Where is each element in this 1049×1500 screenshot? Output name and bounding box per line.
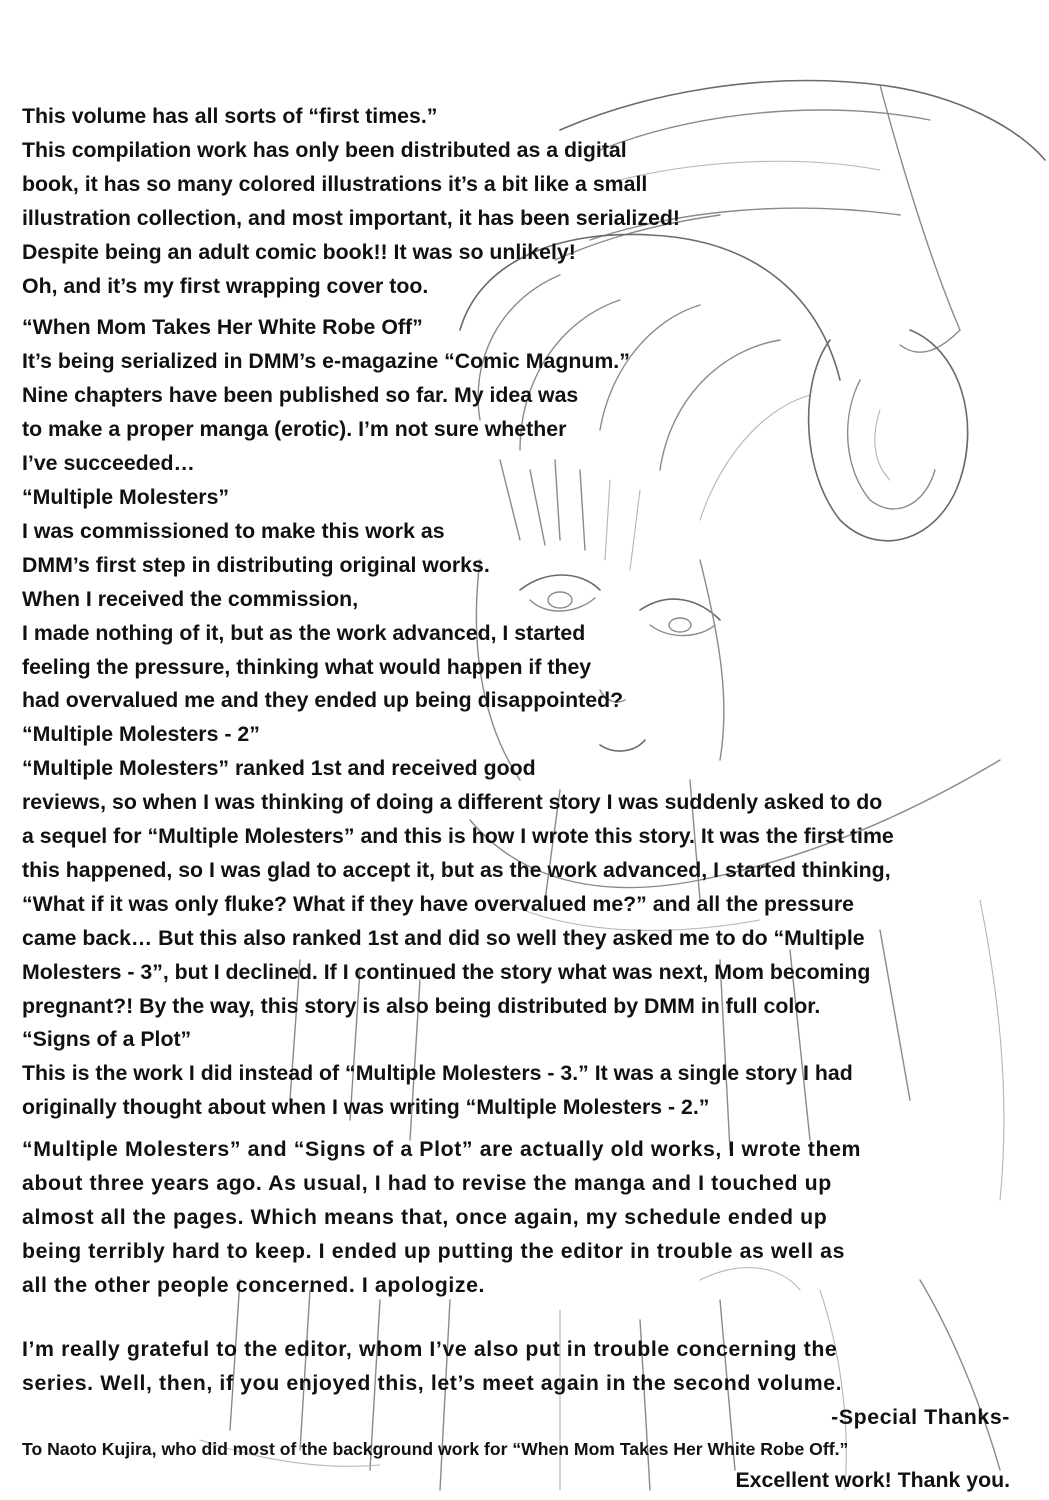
text-line: came back… But this also ranked 1st and did so well they asked me to do “Multiple xyxy=(22,925,865,950)
story-title: “Multiple Molesters” xyxy=(22,484,230,509)
text-line: this happened, so I was glad to accept it, but as the work advanced, I started thinking, xyxy=(22,857,891,882)
text-line: almost all the pages. Which means that, once again, my schedule ended up xyxy=(22,1205,828,1229)
afterword-text xyxy=(22,100,1022,1498)
text-line: This is the work I did instead of “Multiple Molesters - 3.” It was a single story I had xyxy=(22,1061,853,1086)
text-line: reviews, so when I was thinking of doing a different story I was suddenly asked to do xyxy=(22,790,883,815)
text-line: “Multiple Molesters” ranked 1st and received good xyxy=(22,756,536,781)
text-line: DMM’s first step in distributing original works. xyxy=(22,552,490,577)
text-line: It’s being serialized in DMM’s e-magazine “Comic Magnum.” xyxy=(22,349,630,374)
story-title: “When Mom Takes Her White Robe Off” xyxy=(22,315,423,340)
text-line: “What if it was only fluke? What if they have overvalued me?” and all the pressure xyxy=(22,891,854,916)
text-line: I’m really grateful to the editor, whom I’ve also put in trouble concerning the xyxy=(22,1336,838,1361)
text-line: “Multiple Molesters” and “Signs of a Plot” are actually old works, I wrote them xyxy=(22,1137,862,1162)
text-line: Molesters - 3”, but I declined. If I continued the story what was next, Mom becoming xyxy=(22,959,871,984)
revisions-paragraph xyxy=(22,1133,1022,1303)
text-line: I made nothing of it, but as the work advanced, I started xyxy=(22,620,586,645)
text-line: being terribly hard to keep. I ended up putting the editor in trouble as well as xyxy=(22,1238,846,1263)
text-line: Oh, and it’s my first wrapping cover too. xyxy=(22,273,429,298)
text-line: book, it has so many colored illustrations it’s a bit like a small xyxy=(22,171,648,196)
text-line: had overvalued me and they ended up being disappointed? xyxy=(22,688,624,713)
text-line: This volume has all sorts of “first times.” xyxy=(22,104,438,128)
credit-line: To Naoto Kujira, who did most of the background work for “When Mom Takes Her White Robe Off.” xyxy=(22,1439,849,1460)
text-line: to make a proper manga (erotic). I’m not sure whether xyxy=(22,417,567,442)
text-line: originally thought about when I was writing “Multiple Molesters - 2.” xyxy=(22,1095,710,1120)
special-thanks-heading: -Special Thanks- xyxy=(831,1404,1010,1429)
text-line: I was commissioned to make this work as xyxy=(22,518,445,543)
text-line: feeling the pressure, thinking what would happen if they xyxy=(22,654,592,679)
intro-paragraph xyxy=(22,100,1022,303)
text-line: pregnant?! By the way, this story is also being distributed by DMM in full color. xyxy=(22,993,821,1018)
text-line: Nine chapters have been published so far. My idea was xyxy=(22,383,579,408)
story-title: “Multiple Molesters - 2” xyxy=(22,722,260,747)
text-line: a sequel for “Multiple Molesters” and this is how I wrote this story. It was the first time xyxy=(22,824,894,849)
text-line: about three years ago. As usual, I had to revise the manga and I touched up xyxy=(22,1171,832,1196)
text-line: When I received the commission, xyxy=(22,586,359,611)
story-title: “Signs of a Plot” xyxy=(22,1027,192,1052)
text-line: series. Well, then, if you enjoyed this, let’s meet again in the second volume. xyxy=(22,1370,843,1395)
text-line: Despite being an adult comic book!! It was so unlikely! xyxy=(22,239,576,264)
text-line: I’ve succeeded… xyxy=(22,451,195,476)
text-line: illustration collection, and most important, it has been serialized! xyxy=(22,205,680,230)
text-line: all the other people concerned. I apologize. xyxy=(22,1272,486,1297)
text-line: This compilation work has only been distributed as a digital xyxy=(22,137,627,162)
closing-line: Excellent work! Thank you. xyxy=(735,1468,1010,1493)
stories-paragraph xyxy=(22,311,1022,1125)
thanks-paragraph xyxy=(22,1333,1022,1499)
